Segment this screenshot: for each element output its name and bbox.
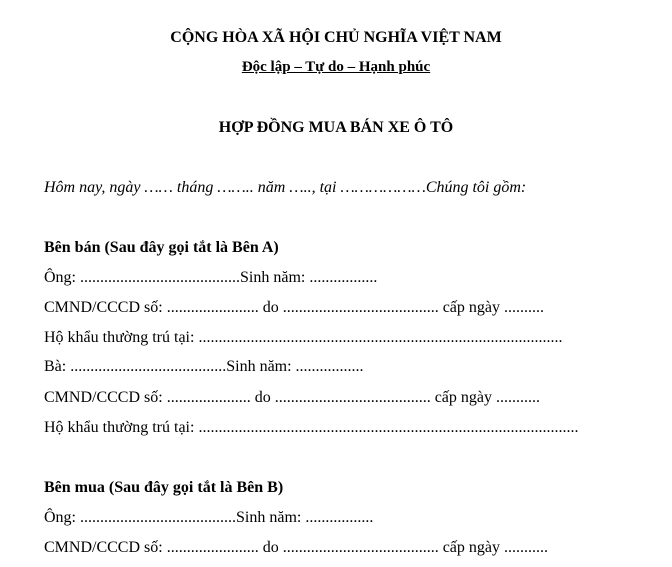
buyer-mr-line: Ông: .......................................Sinh năm: ................. <box>44 509 374 526</box>
seller-address-2: Hộ khẩu thường trú tại: ............................................................................................... <box>44 419 579 436</box>
contract-title: HỢP ĐỒNG MUA BÁN XE Ô TÔ <box>218 119 454 136</box>
seller-heading: Bên bán (Sau đây gọi tắt là Bên A) <box>44 239 279 256</box>
motto: Độc lập – Tự do – Hạnh phúc <box>241 59 431 75</box>
seller-id-line-2: CMND/CCCD số: ..................... do ....................................... cấp ngày ........... <box>44 389 540 406</box>
buyer-id-line: CMND/CCCD số: ....................... do ....................................... cấp ngày ........... <box>44 539 548 556</box>
seller-id-line-1: CMND/CCCD số: ....................... do ....................................... cấp ngày .......... <box>44 299 544 316</box>
seller-mrs-line: Bà: .......................................Sinh năm: ................. <box>44 358 364 375</box>
intro-line: Hôm nay, ngày …… tháng …….. năm ….., tại ………………Chúng tôi gồm: <box>44 179 527 196</box>
seller-address-1: Hộ khẩu thường trú tại: ........................................................................................... <box>44 329 563 346</box>
seller-mr-line: Ông: ........................................Sinh năm: ................. <box>44 269 378 286</box>
nation-heading: CỘNG HÒA XÃ HỘI CHỦ NGHĨA VIỆT NAM <box>170 29 502 46</box>
buyer-heading: Bên mua (Sau đây gọi tắt là Bên B) <box>44 479 284 496</box>
